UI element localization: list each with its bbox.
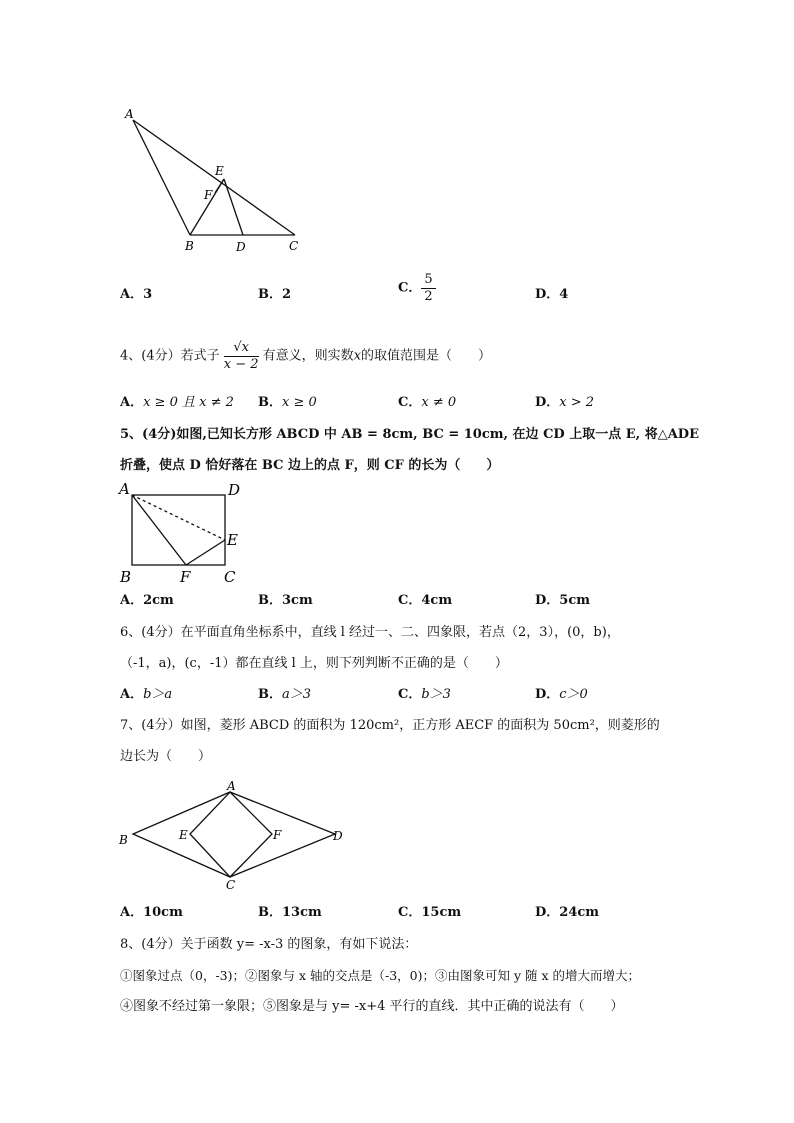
option-letter: A．: [120, 593, 144, 608]
q5-stem-line2: 折叠，使点 D 恰好落在 BC 边上的点 F，则 CF 的长为（ ）: [120, 458, 500, 473]
option-value: b＞a: [143, 687, 173, 702]
q6-stem-line1: 6、(4分）在平面直角坐标系中，直线 l 经过一、二、四象限，若点（2，3），(0，b)，: [120, 625, 620, 640]
option-letter: B．: [258, 287, 282, 302]
label-C: C: [289, 239, 299, 253]
q4-stem: [120, 340, 491, 373]
option-value: 2cm: [143, 593, 174, 608]
q7-stem-line2: 边长为（ ）: [120, 749, 212, 764]
option-value: 10cm: [143, 905, 183, 920]
label-E: E: [215, 164, 224, 178]
q7-option-b[interactable]: [258, 904, 322, 922]
q7-option-a[interactable]: [120, 904, 183, 922]
q3-option-c[interactable]: [398, 272, 436, 305]
q3-option-b[interactable]: [258, 286, 291, 304]
option-letter: D．: [535, 395, 560, 410]
q7-option-d[interactable]: [535, 904, 599, 922]
figure-q5-rectangle: [115, 478, 255, 586]
option-letter: C．: [398, 280, 422, 296]
option-value: a＞3: [282, 687, 312, 702]
q8-stem-line1: 8、(4分）关于函数 y= -x-3 的图象，有如下说法：: [120, 937, 418, 952]
option-value: 3cm: [282, 593, 313, 608]
q6-option-b[interactable]: [258, 686, 311, 704]
q8-stem-line3: ④图象不经过第一象限；⑤图象是与 y= -x+4 平行的直线．其中正确的说法有（ ）: [120, 999, 624, 1014]
q4-prefix: 4、(4分）若式子: [120, 348, 220, 364]
q6-option-c[interactable]: [398, 686, 451, 704]
fraction-numerator: √x: [224, 340, 259, 357]
label-A: A: [125, 107, 134, 121]
q4-variable: x: [353, 348, 362, 364]
q4-option-d[interactable]: [535, 394, 594, 412]
option-value: 4: [559, 287, 569, 302]
label-D: D: [228, 481, 241, 499]
option-letter: B．: [258, 593, 282, 608]
q5-stem-line1: 5、(4分)如图,已知长方形 ABCD 中 AB = 8cm, BC = 10cm, 在边 CD 上取一点 E, 将△ADE: [120, 427, 699, 442]
option-letter: A．: [120, 905, 144, 920]
q7-option-c[interactable]: [398, 904, 461, 922]
label-C: C: [226, 878, 236, 892]
q4-suffix-2: 的取值范围是（ ）: [361, 348, 492, 364]
option-letter: C．: [398, 395, 422, 410]
q4-option-c[interactable]: [398, 394, 456, 412]
option-letter: B．: [258, 687, 282, 702]
q6-stem-line2: （-1，a)，(c，-1）都在直线 l 上，则下列判断不正确的是（ ）: [120, 656, 508, 671]
fraction-denominator: 2: [424, 289, 433, 304]
option-value: c＞0: [559, 687, 588, 702]
label-E: E: [179, 828, 188, 842]
option-value: 5cm: [559, 593, 590, 608]
option-value: x ≥ 0: [282, 395, 317, 410]
option-value: x > 2: [559, 395, 595, 410]
option-letter: D．: [535, 593, 560, 608]
option-letter: A．: [120, 687, 144, 702]
label-F: F: [204, 188, 213, 202]
option-letter: C．: [398, 593, 422, 608]
option-letter: C．: [398, 687, 422, 702]
label-A: A: [227, 779, 236, 793]
option-value: 13cm: [282, 905, 322, 920]
option-value: 2: [282, 287, 292, 302]
label-B: B: [119, 833, 128, 847]
option-value: 24cm: [559, 905, 600, 920]
option-letter: A．: [120, 287, 144, 302]
q7-stem-line1: 7、(4分）如图，菱形 ABCD 的面积为 120cm²，正方形 AECF 的面积为 50cm²，则菱形的: [120, 718, 660, 733]
q4-fraction: [224, 340, 259, 373]
figure-q7-rhombus: [115, 776, 355, 894]
option-value: 4cm: [421, 593, 453, 608]
figure-q3-triangle: [115, 100, 315, 260]
option-letter: B．: [258, 905, 282, 920]
label-F: F: [180, 568, 191, 586]
option-value: x ≠ 0: [421, 395, 457, 410]
q5-option-a[interactable]: [120, 592, 174, 610]
option-letter: D．: [535, 687, 560, 702]
fraction-denominator: x − 2: [223, 357, 259, 372]
q5-option-c[interactable]: [398, 592, 452, 610]
label-D: D: [333, 829, 343, 843]
label-B: B: [120, 568, 132, 586]
label-A: A: [119, 480, 130, 498]
q4-suffix: 有意义，则实数: [262, 348, 354, 364]
q4-option-a[interactable]: [120, 394, 234, 412]
option-value: b＞3: [421, 687, 451, 702]
option-letter: A．: [120, 395, 144, 410]
option-value: x ≥ 0 且 x ≠ 2: [143, 395, 234, 410]
q3-option-a[interactable]: [120, 286, 152, 304]
q6-option-a[interactable]: [120, 686, 172, 704]
option-letter: D．: [535, 287, 560, 302]
q4-option-b[interactable]: [258, 394, 317, 412]
q3-option-d[interactable]: [535, 286, 568, 304]
option-value: 3: [143, 287, 153, 302]
option-letter: B．: [258, 395, 282, 410]
fraction-numerator: 5: [421, 272, 435, 289]
q5-option-d[interactable]: [535, 592, 590, 610]
q5-option-b[interactable]: [258, 592, 313, 610]
option-value: 15cm: [421, 905, 462, 920]
q6-option-d[interactable]: [535, 686, 588, 704]
label-F: F: [273, 828, 282, 842]
q8-stem-line2: ①图象过点（0，-3)；②图象与 x 轴的交点是（-3，0)；③由图象可知 y 随 x 的增大而增大；: [120, 968, 641, 983]
option-letter: D．: [535, 905, 560, 920]
label-E: E: [227, 531, 238, 549]
label-B: B: [185, 239, 194, 253]
fraction: [421, 272, 435, 305]
label-C: C: [224, 568, 236, 586]
label-D: D: [236, 240, 246, 254]
option-letter: C．: [398, 905, 422, 920]
